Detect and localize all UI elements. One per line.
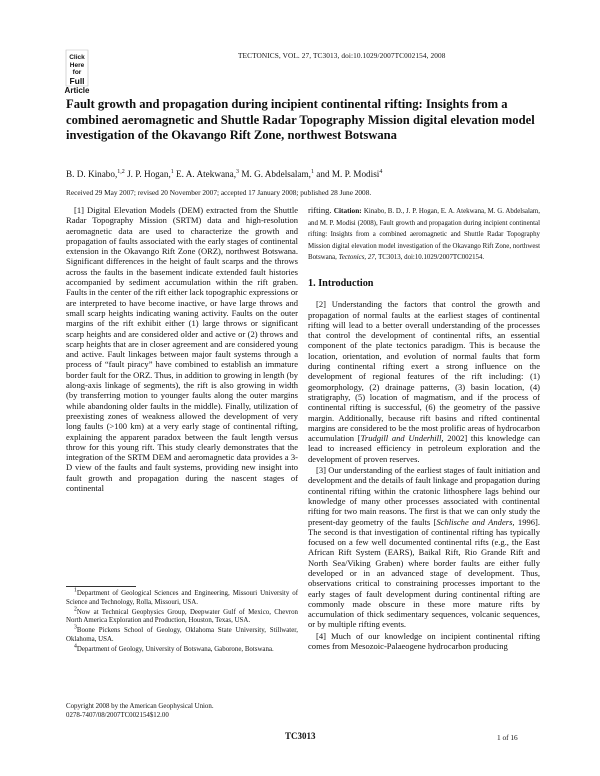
logo-line-here: Here — [69, 61, 85, 69]
page-number: 1 of 16 — [497, 733, 518, 742]
abstract-continuation-text: rifting. — [308, 205, 332, 215]
abstract-continuation — [308, 205, 540, 263]
logo-line-click: Click — [69, 54, 85, 61]
section-heading: 1. Introduction — [308, 277, 374, 289]
footnote-mark: 2 — [74, 606, 77, 613]
footnote-mark: 3 — [74, 625, 77, 632]
affiliation-mark: 1 — [310, 168, 314, 175]
author: B. D. Kinabo, — [66, 169, 118, 179]
paragraph-marker: [3] — [316, 465, 326, 476]
full-article-logo[interactable] — [62, 48, 92, 95]
logo-line-full: Full — [69, 75, 85, 86]
affiliation-mark: 1 — [170, 168, 174, 175]
author: J. P. Hogan, — [127, 169, 171, 179]
copyright-line: Copyright 2008 by the American Geophysical Union. — [66, 703, 214, 710]
logo-line-for: for — [72, 69, 82, 76]
citation-journal: Tectonics, 27, — [338, 254, 377, 262]
abstract-paragraph — [66, 205, 298, 493]
citation-body: Kinabo, B. D., J. P. Hogan, E. A. Atekwana, M. G. Abdelsalam, and M. P. Modisi (2008), Fault growth and propagation during incipient continental rifting: Insights from a combined aeromagnetic and Shuttle Radar Topography Mission digital elevation model investigation of the Okavango Rift Zone, northwest Botswana, — [308, 208, 541, 262]
footnote-text: Now at Technical Geophysics Group, Deepwater Gulf of Mexico, Chevron North America Exploration and Production, Houston, Texas, USA. — [66, 608, 298, 625]
reference-link[interactable]: Schlische and Anders, — [436, 516, 515, 527]
affiliation-mark: 4 — [379, 168, 383, 175]
footnote-mark: 4 — [74, 643, 77, 650]
author: and M. P. Modisi — [316, 169, 380, 179]
footnote-text: Boone Pickens School of Geology, Oklahoma State University, Stillwater, Oklahoma, USA. — [66, 627, 298, 643]
logo-line-article: Article — [64, 85, 90, 95]
paragraph-marker: [1] — [74, 205, 84, 215]
footnotes — [66, 587, 298, 656]
paragraph-text: 1996]. The second is that investigation of continental rifting has typically focused on a few well documented continental rifts (e.g., the East African Rift System (EARS), Baikal Rift, Rio Grande Rift and North Sea/Viking Graben) where border faults are either fully developed or in an advanced stage of development. Thus, observations critical to constraining processes important to the early stages of fault development during continental rifting are commonly made obscure in these more mature rifts by accumulation of thick sedimentary sequences, volcanic sequences, or by multiple rifting events. — [308, 516, 540, 630]
reference-link[interactable]: Trudgill and Underhill, — [360, 433, 444, 444]
footnote — [66, 587, 298, 607]
paragraph-text: Our understanding of the earliest stages of fault initiation and development and the details of fault linkage and propagation during continental rifting within the cratonic lithosphere lags behind our knowledge of many other processes associated with continental rifting for two main reasons. The first is that we can only study the present-day geometry of the faults [ — [308, 465, 540, 527]
running-header: TECTONICS, VOL. 27, TC3013, doi:10.1029/2007TC002154, 2008 — [238, 51, 446, 60]
publication-dates: Received 29 May 2007; revised 20 November 2007; accepted 17 January 2008; published 28 June 2008. — [66, 188, 372, 197]
author-list — [66, 169, 546, 179]
citation-text — [308, 208, 540, 261]
affiliation-mark: 3 — [236, 168, 240, 175]
citation-label: Citation: — [333, 206, 362, 215]
paragraph-text: Understanding the factors that control the growth and propagation of normal faults at the earliest stages of continental rifting will lead to a better overall understanding of the processes that control the development of continental rifts, an essential component of the plate tectonics paradigm. This is because the location, orientation, and evolution of normal faults that form during continental rifting exert a strong influence on the development of regional features of the rift including: (1) geomorphology, (2) drainage patterns, (3) basin location, (4) stratigraphy, (5) location of magmatism, and if the process of continental rifting is successful, (6) the geometry of the passive margin. Additionally, because rift basins and rifted continental margins are considered to be the most prolific areas of hydrocarbon accumulation [ — [308, 299, 540, 444]
citation-doi: TC3013, doi:10.1029/2007TC002154. — [378, 254, 485, 262]
footnote — [66, 627, 298, 644]
author: M. G. Abdelsalam, — [241, 169, 311, 179]
body-paragraph — [308, 465, 540, 630]
copyright-block — [66, 703, 298, 720]
paper-title: Fault growth and propagation during incipient continental rifting: Insights from a combined aeromagnetic and Shuttle Radar Topography Mission digital elevation model investigation of the Okavango Rift Zone, northwest Botswana — [66, 97, 535, 143]
author: E. A. Atekwana, — [176, 169, 237, 179]
body-paragraph — [308, 631, 540, 652]
left-column — [66, 205, 298, 493]
affiliation-mark: 1,2 — [117, 168, 125, 175]
paragraph-marker: [4] — [316, 630, 326, 641]
paragraph-text: Much of our knowledge on incipient continental rifting comes from Mesozoic-Palaeogene hydrocarbon producing — [308, 630, 541, 652]
article-id-footer: TC3013 — [285, 731, 316, 741]
footnote-text: Department of Geological Sciences and Engineering, Missouri University of Science and Technology, Rolla, Missouri, USA. — [66, 590, 298, 606]
footnote — [66, 606, 298, 626]
footnote-mark: 1 — [74, 587, 77, 594]
footnote — [66, 643, 298, 655]
paragraph-marker: [2] — [316, 299, 326, 310]
issn-price: 0278-7407/08/2007TC002154$12.00 — [66, 711, 169, 719]
right-column — [308, 205, 540, 651]
body-paragraph — [308, 299, 540, 464]
footnote-text: Department of Geology, University of Botswana, Gaborone, Botswana. — [76, 646, 274, 654]
paragraph-text: 2002] this knowledge can lead to increased efficiency in petroleum exploration and the development of proven reserves. — [308, 433, 540, 464]
abstract-text: Digital Elevation Models (DEM) extracted from the Shuttle Radar Topography Mission (SRTM) data and high-resolution aeromagnetic data are used to characterize the growth and propagation of faults associated with the early stages of continental extension in the Okavango Rift Zone (ORZ), northwest Botswana. Significant differences in the height of fault scarps and the throws across the faults in the basement indicate extended fault histories accompanied by sediment accumulation within the rift graben. Faults in the center of the rift either lack topographic expressions or are interpreted to have become inactive, or have large throws and small scarp heights indicating waning activity. Faults on the outer margins of the rift exhibit either (1) large throws or significant scarp heights and are considered older and active or (2) throws and scarp heights that are in closer agreement and are considered young and active. Fault linkages between major fault systems through a process of “fault piracy” have combined to establish an immature border fault for the ORZ. Thus, in addition to growing in length (by along-axis linkage of segments), the rift is also growing in width (by transferring motion to younger faults along the outer margins while abandoning older faults in the middle). Finally, utilization of preexisting zones of weakness allowed the development of very long faults (>100 km) at a very early stage of continental rifting, explaining the apparent paradox between the fault length versus throw for this young rift. This study clearly demonstrates that the integration of the SRTM DEM and aeromagnetic data provides a 3-D view of the faults and fault systems, providing new insight into fault growth and propagation during the nascent stages of continental — [66, 205, 298, 494]
